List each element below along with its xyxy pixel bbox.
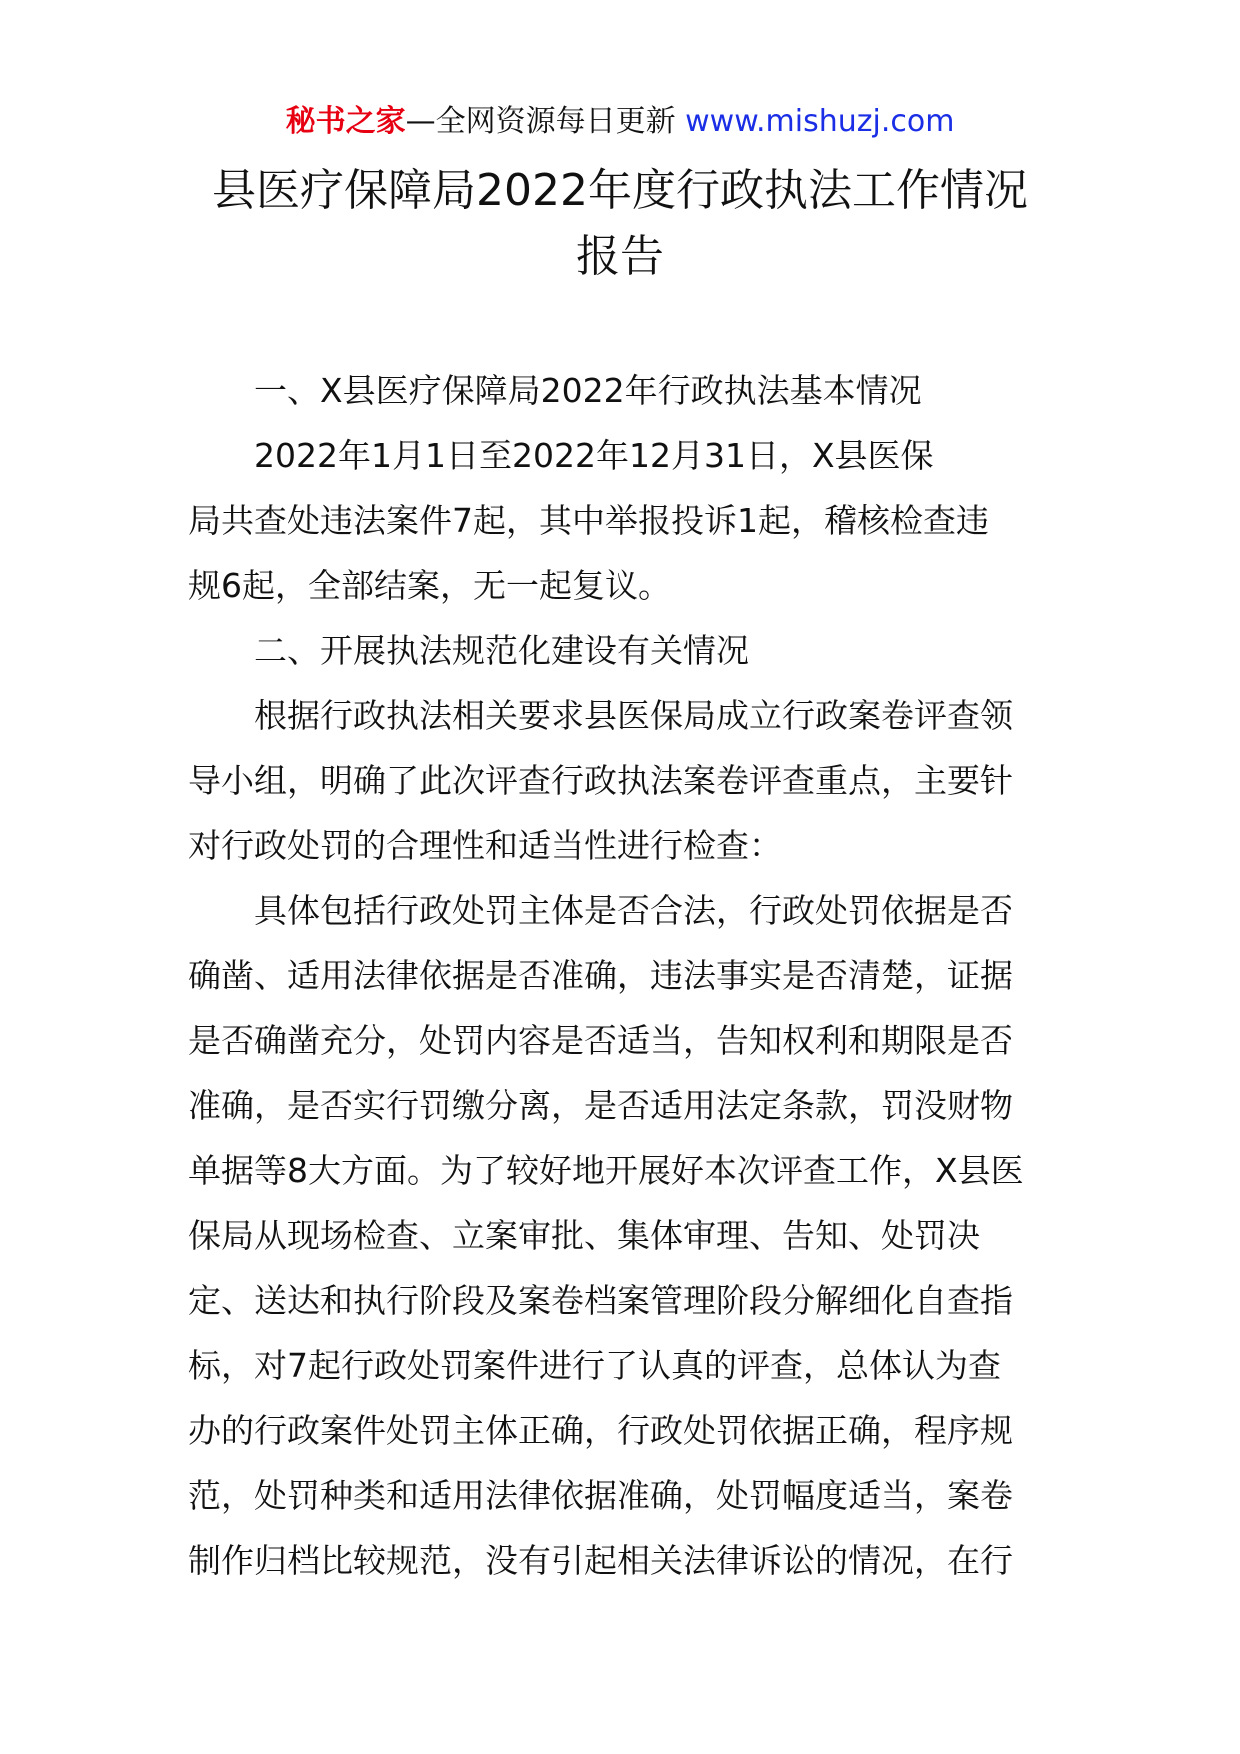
text-line: 标，对7起行政处罚案件进行了认真的评查，总体认为查 [188, 1346, 1001, 1385]
text-line: 根据行政执法相关要求县医保局成立行政案卷评查领 [254, 696, 1013, 735]
text-line: 具体包括行政处罚主体是否合法，行政处罚依据是否 [254, 891, 1013, 930]
text-line: 制作归档比较规范，没有引起相关法律诉讼的情况，在行 [188, 1541, 1013, 1580]
site-banner [0, 100, 1240, 144]
text-line: 单据等8大方面。为了较好地开展好本次评查工作，X县医 [188, 1151, 1024, 1190]
banner-tagline: —全网资源每日更新 [405, 104, 676, 139]
text-line: 范，处罚种类和适用法律依据准确，处罚幅度适当，案卷 [188, 1476, 1013, 1515]
section-heading-2: 二、开展执法规范化建设有关情况 [254, 631, 749, 670]
text-line: 导小组，明确了此次评查行政执法案卷评查重点，主要针 [188, 761, 1013, 800]
document-body [188, 358, 1054, 1593]
text-line: 确凿、适用法律依据是否准确，违法事实是否清楚，证据 [188, 956, 1013, 995]
document-title [0, 158, 1240, 290]
site-url-link[interactable]: www.mishuzj.com [685, 104, 955, 139]
text-line: 定、送达和执行阶段及案卷档案管理阶段分解细化自查指 [188, 1281, 1013, 1320]
title-line-2: 报告 [576, 231, 664, 282]
text-line: 对行政处罚的合理性和适当性进行检查： [188, 826, 782, 865]
text-line: 办的行政案件处罚主体正确，行政处罚依据正确，程序规 [188, 1411, 1013, 1450]
title-line-1: 县医疗保障局2022年度行政执法工作情况 [212, 165, 1028, 216]
text-line: 局共查处违法案件7起，其中举报投诉1起，稽核检查违 [188, 501, 989, 540]
text-line: 准确，是否实行罚缴分离，是否适用法定条款，罚没财物 [188, 1086, 1013, 1125]
text-line: 是否确凿充分，处罚内容是否适当，告知权利和期限是否 [188, 1021, 1013, 1060]
text-line: 2022年1月1日至2022年12月31日，X县医保 [254, 436, 934, 475]
section-heading-1: 一、X县医疗保障局2022年行政执法基本情况 [254, 371, 922, 410]
brand-name: 秘书之家 [285, 104, 406, 139]
text-line: 保局从现场检查、立案审批、集体审理、告知、处罚决 [188, 1216, 980, 1255]
text-line: 规6起，全部结案，无一起复议。 [188, 566, 671, 605]
